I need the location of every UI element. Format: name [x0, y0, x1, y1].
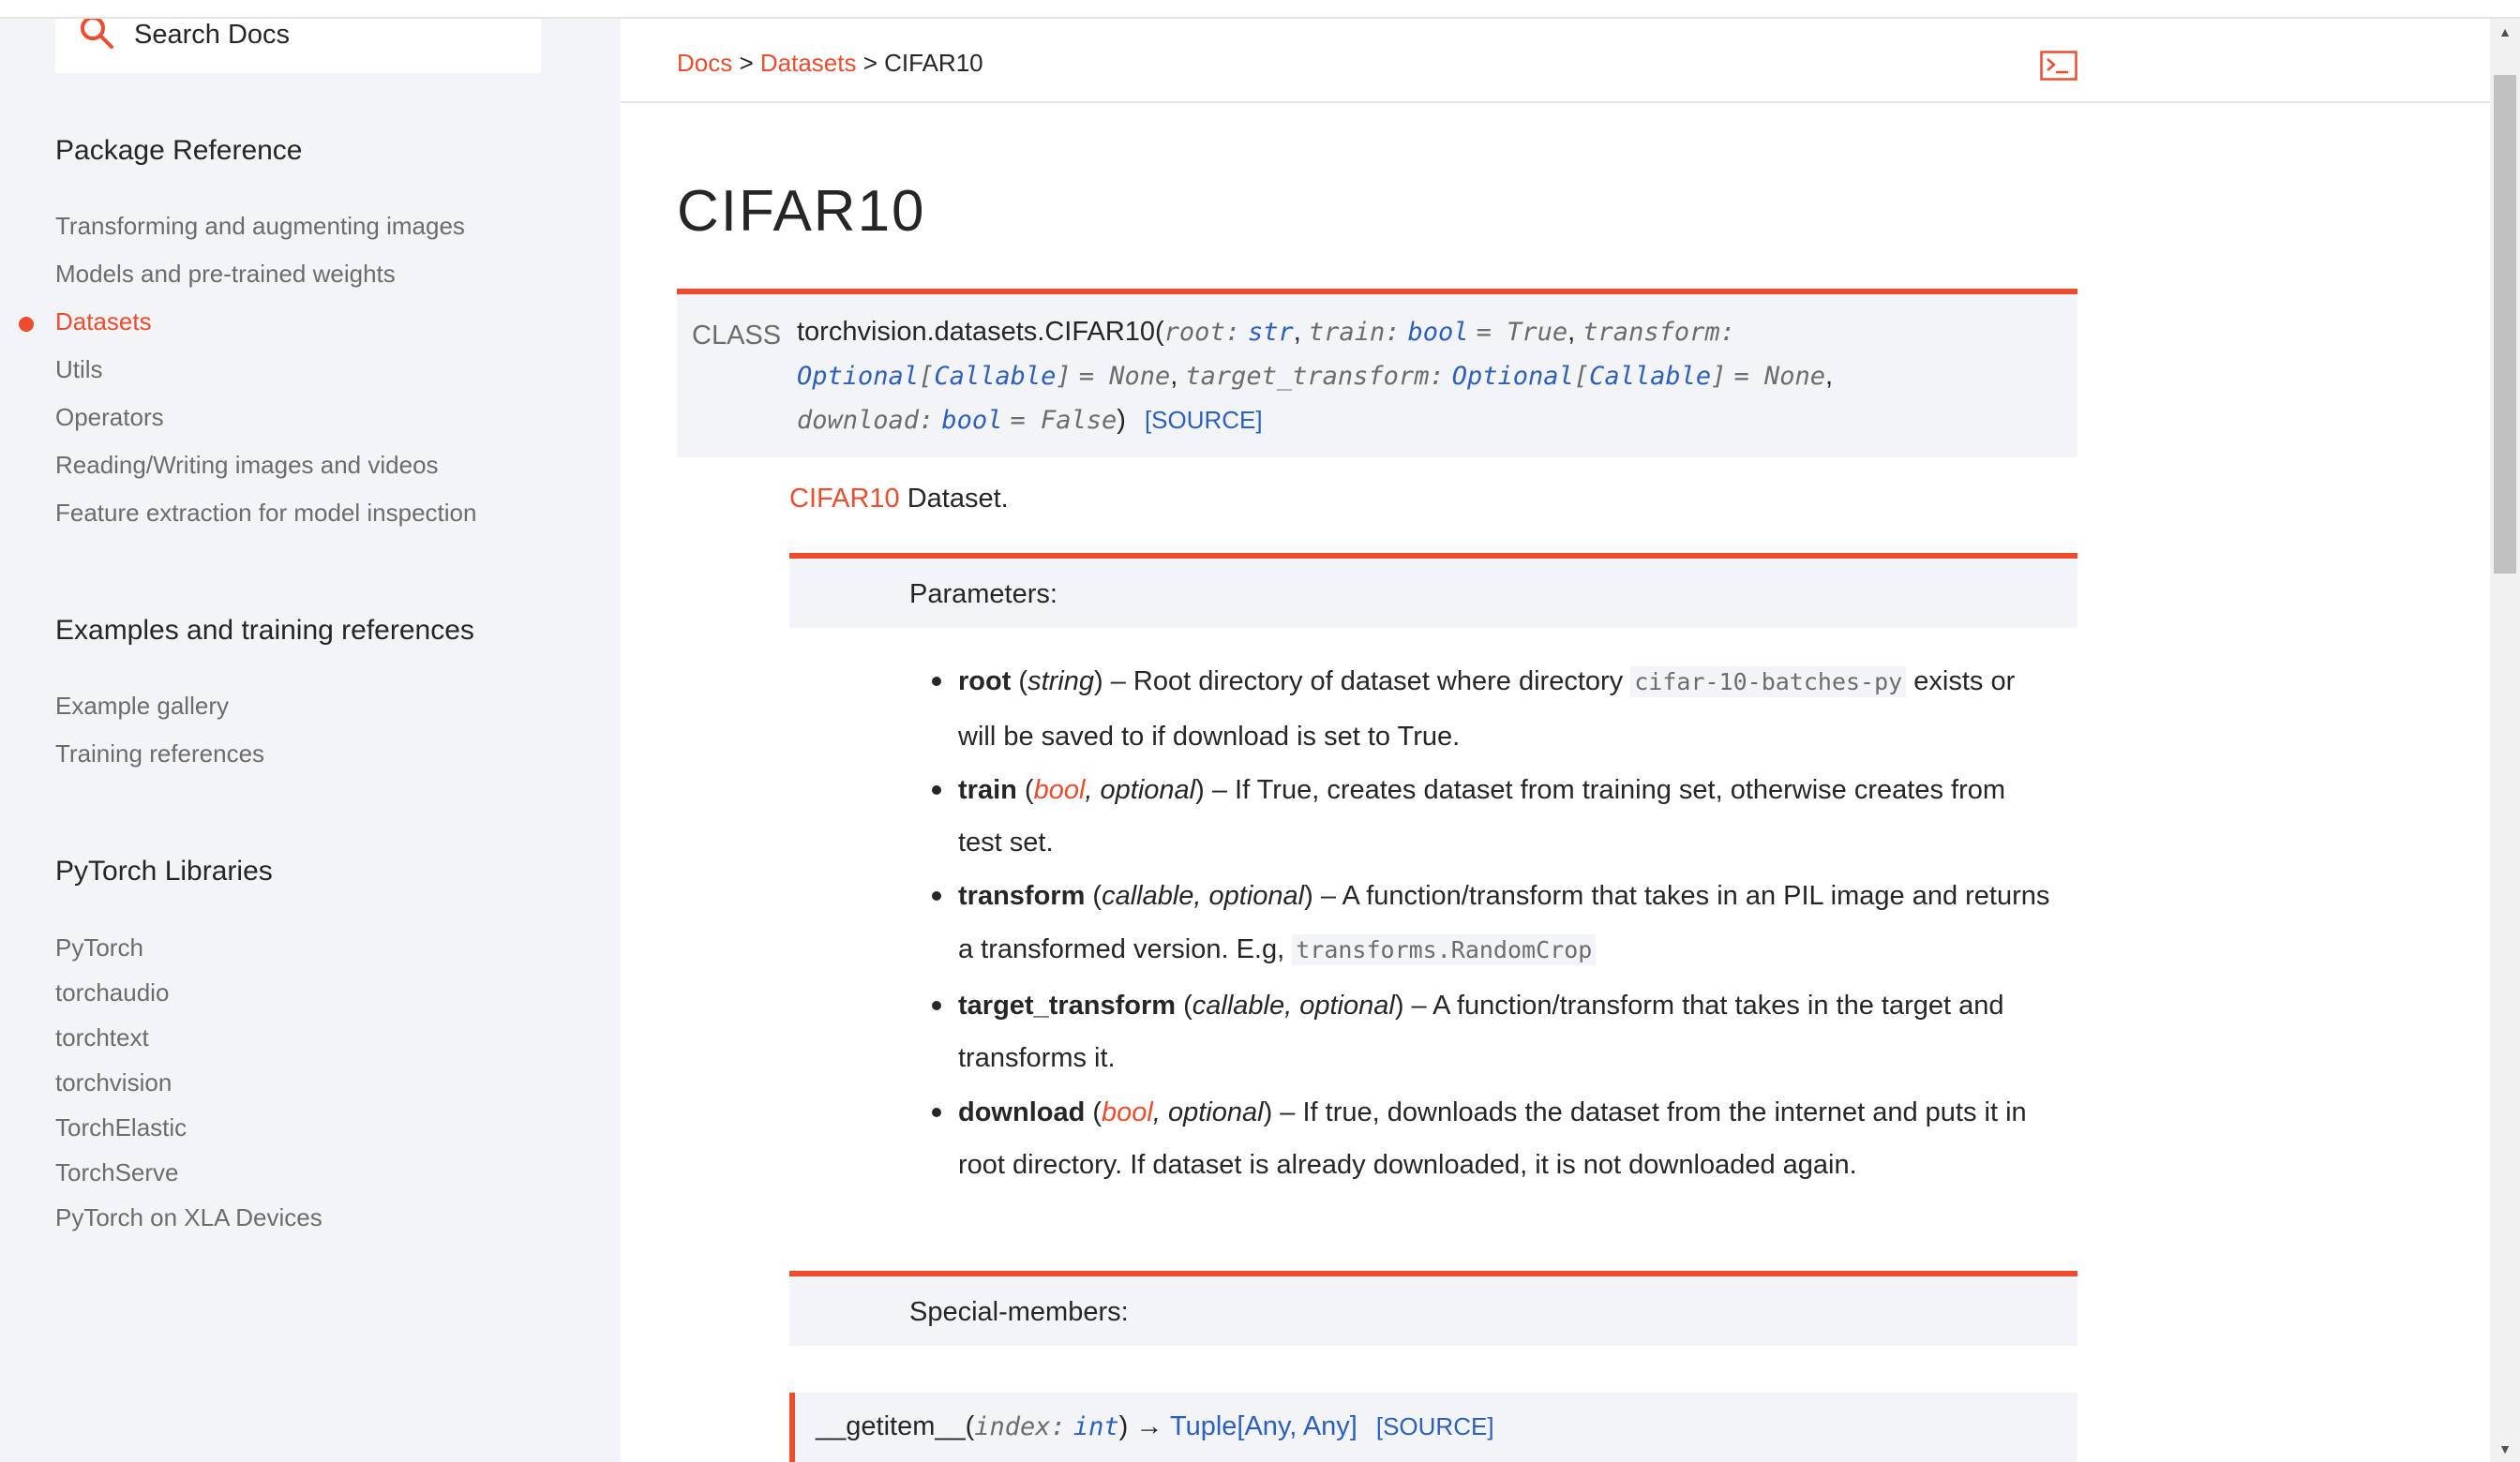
sidebar-item-torchvision[interactable]: torchvision: [55, 1068, 172, 1096]
param-download-desc: [958, 1096, 2027, 1128]
punct: (: [1011, 666, 1028, 696]
param-desc: – If True, creates dataset from training set, otherwise creates from: [1204, 775, 2006, 805]
param-desc: – If true, downloads the dataset from the internet and puts it in: [1272, 1097, 2027, 1127]
search-icon[interactable]: [78, 13, 115, 51]
punct: ,: [1568, 317, 1576, 347]
type-link-bool[interactable]: bool: [941, 406, 1003, 435]
punct: (: [1085, 1097, 1102, 1127]
getitem-signature-text: [816, 1411, 1494, 1442]
default-false: = False: [1010, 406, 1118, 435]
class-label: CLASS: [692, 321, 782, 351]
punct: ): [1195, 775, 1205, 805]
sidebar-item-torchaudio[interactable]: torchaudio: [55, 978, 170, 1007]
sidebar-item-torchelastic[interactable]: TorchElastic: [55, 1113, 188, 1141]
signature-line-2: [797, 361, 1833, 392]
punct: (: [1085, 881, 1102, 911]
class-signature: [677, 289, 2078, 457]
punct: ): [1394, 991, 1404, 1021]
punct: [: [919, 362, 935, 391]
param-type: callable, optional: [1192, 991, 1395, 1021]
default-none: = None: [1733, 362, 1825, 391]
param-transform: transform:: [1582, 318, 1735, 347]
param-root-desc: [958, 665, 2015, 698]
punct: ]: [1711, 362, 1727, 391]
sidebar: [0, 19, 621, 1462]
breadcrumb-separator: >: [732, 49, 760, 77]
param-transform-desc-line2: [958, 933, 1596, 966]
param-name: root: [958, 666, 1012, 696]
search-placeholder[interactable]: Search Docs: [134, 20, 291, 50]
sidebar-item-models[interactable]: Models and pre-trained weights: [55, 260, 396, 288]
param-desc: exists or: [1906, 666, 2016, 696]
breadcrumb-separator: >: [856, 49, 885, 77]
punct: ,: [1289, 1411, 1303, 1441]
content-header: [621, 19, 2490, 103]
param-type: , optional: [1152, 1097, 1264, 1127]
sidebar-item-operators[interactable]: Operators: [55, 403, 164, 431]
sidebar-item-training-references[interactable]: Training references: [55, 739, 265, 768]
punct: ): [1118, 1411, 1129, 1441]
method-name: __getitem__(: [816, 1411, 975, 1441]
punct: (: [1176, 991, 1192, 1021]
sidebar-item-torchserve[interactable]: TorchServe: [55, 1158, 179, 1186]
param-index: index:: [974, 1412, 1066, 1441]
param-download: download:: [797, 406, 935, 435]
type-link-int[interactable]: int: [1072, 1412, 1119, 1441]
default-none: = None: [1078, 362, 1171, 391]
punct: ): [1094, 666, 1103, 696]
param-target-transform: target_transform:: [1185, 362, 1445, 391]
search-input[interactable]: [55, 19, 541, 73]
class-description: [789, 484, 1009, 515]
param-desc: – A function/transform that takes in an PIL image and returns: [1312, 881, 2050, 911]
special-members-header: [789, 1271, 2078, 1346]
param-target-transform-desc-line2: transforms it.: [958, 1043, 1116, 1073]
bullet: [932, 677, 941, 686]
param-desc: – A function/transform that takes in the target and: [1403, 991, 2004, 1021]
param-train-desc-line2: test set.: [958, 828, 1054, 858]
punct: ): [1263, 1097, 1273, 1127]
param-desc: – Root directory of dataset where directory: [1102, 666, 1631, 696]
type-link-bool[interactable]: bool: [1407, 318, 1469, 347]
punct: ): [1117, 405, 1126, 435]
punct: [: [1573, 362, 1590, 391]
page-title: CIFAR10: [677, 179, 926, 244]
type-link-callable[interactable]: Callable: [934, 362, 1057, 391]
param-train: train:: [1308, 318, 1401, 347]
bullet: [932, 785, 941, 795]
param-type: callable, optional: [1102, 881, 1305, 911]
sidebar-item-example-gallery[interactable]: Example gallery: [55, 692, 229, 720]
special-members-label: Special-members:: [909, 1297, 1129, 1327]
param-root: root:: [1163, 318, 1240, 347]
breadcrumb-current: CIFAR10: [884, 49, 983, 77]
param-name: target_transform: [958, 991, 1177, 1021]
param-desc: a transformed version. E.g,: [958, 934, 1293, 964]
bullet: [932, 891, 941, 901]
param-name: train: [958, 775, 1017, 805]
parameters-header: [789, 553, 2078, 628]
scroll-down-arrow-icon[interactable]: ▼: [2498, 1441, 2512, 1456]
source-link[interactable]: [SOURCE]: [1144, 406, 1263, 434]
type-link-bool[interactable]: bool: [1102, 1097, 1153, 1127]
param-type: , optional: [1085, 775, 1196, 805]
sidebar-item-feature-extraction[interactable]: Feature extraction for model inspection: [55, 499, 477, 527]
breadcrumb-datasets-link[interactable]: Datasets: [759, 49, 857, 77]
scroll-up-arrow-icon[interactable]: ▲: [2498, 24, 2512, 39]
getitem-signature: [789, 1393, 2078, 1462]
active-indicator-dot: [19, 317, 34, 332]
bullet: [932, 1108, 941, 1117]
type-link-optional[interactable]: Optional: [797, 362, 920, 391]
sidebar-section-libraries: PyTorch Libraries: [55, 856, 273, 887]
punct: ]: [1349, 1411, 1358, 1441]
description-text: Dataset.: [899, 484, 1009, 514]
param-name: transform: [958, 881, 1086, 911]
sidebar-item-pytorch[interactable]: PyTorch: [55, 933, 143, 962]
inline-code: cifar-10-batches-py: [1630, 666, 1906, 697]
default-true: = True: [1476, 318, 1568, 347]
sidebar-item-torchtext[interactable]: torchtext: [55, 1023, 149, 1052]
scrollbar-thumb[interactable]: [2494, 75, 2516, 574]
punct: [: [1237, 1411, 1245, 1441]
param-target-transform-desc: [958, 990, 2004, 1022]
sidebar-item-io[interactable]: Reading/Writing images and videos: [55, 451, 439, 479]
breadcrumb-docs-link[interactable]: Docs: [677, 49, 733, 77]
punct: ,: [1825, 361, 1834, 391]
breadcrumb: [677, 49, 983, 78]
sidebar-item-datasets[interactable]: Datasets: [55, 307, 152, 336]
signature-line-1: [797, 317, 1735, 348]
param-name: download: [958, 1097, 1086, 1127]
type-link-bool[interactable]: bool: [1033, 775, 1086, 805]
parameters-label: Parameters:: [909, 579, 1058, 609]
sidebar-section-examples: Examples and training references: [55, 615, 474, 646]
punct: ): [1304, 881, 1313, 911]
sidebar-item-transforms[interactable]: Transforming and augmenting images: [55, 212, 465, 240]
punct: (: [1016, 775, 1034, 805]
punct: ,: [1170, 361, 1178, 391]
param-download-desc-line2: root directory. If dataset is already downloaded, it is not downloaded again.: [958, 1150, 1857, 1180]
signature-line-3: [797, 405, 1263, 436]
param-train-desc: [958, 774, 2005, 806]
inline-code: transforms.RandomCrop: [1292, 934, 1596, 965]
type-link-any[interactable]: Any: [1302, 1411, 1350, 1441]
top-border: [0, 0, 2520, 19]
bullet: [932, 1001, 941, 1010]
punct: ,: [1293, 317, 1301, 347]
type-link-tuple[interactable]: Tuple: [1169, 1411, 1238, 1441]
type-link-callable[interactable]: Callable: [1589, 362, 1712, 391]
cifar10-link[interactable]: CIFAR10: [789, 484, 900, 514]
class-name: torchvision.datasets.CIFAR10(: [797, 317, 1164, 347]
return-arrow: →: [1128, 1411, 1170, 1441]
type-link-optional[interactable]: Optional: [1451, 362, 1574, 391]
param-transform-desc: [958, 880, 2049, 912]
terminal-icon[interactable]: [2040, 51, 2078, 81]
sidebar-item-utils[interactable]: Utils: [55, 355, 103, 383]
type-link-any[interactable]: Any: [1244, 1411, 1290, 1441]
vertical-scrollbar[interactable]: [2490, 19, 2520, 1462]
source-link[interactable]: [SOURCE]: [1375, 1412, 1494, 1440]
param-type: string: [1028, 666, 1095, 696]
type-link-str[interactable]: str: [1248, 318, 1294, 347]
param-root-desc-line2: will be saved to if download is set to True.: [958, 722, 1461, 752]
sidebar-section-package-reference: Package Reference: [55, 135, 303, 166]
sidebar-item-xla[interactable]: PyTorch on XLA Devices: [55, 1203, 322, 1231]
punct: ]: [1056, 362, 1072, 391]
